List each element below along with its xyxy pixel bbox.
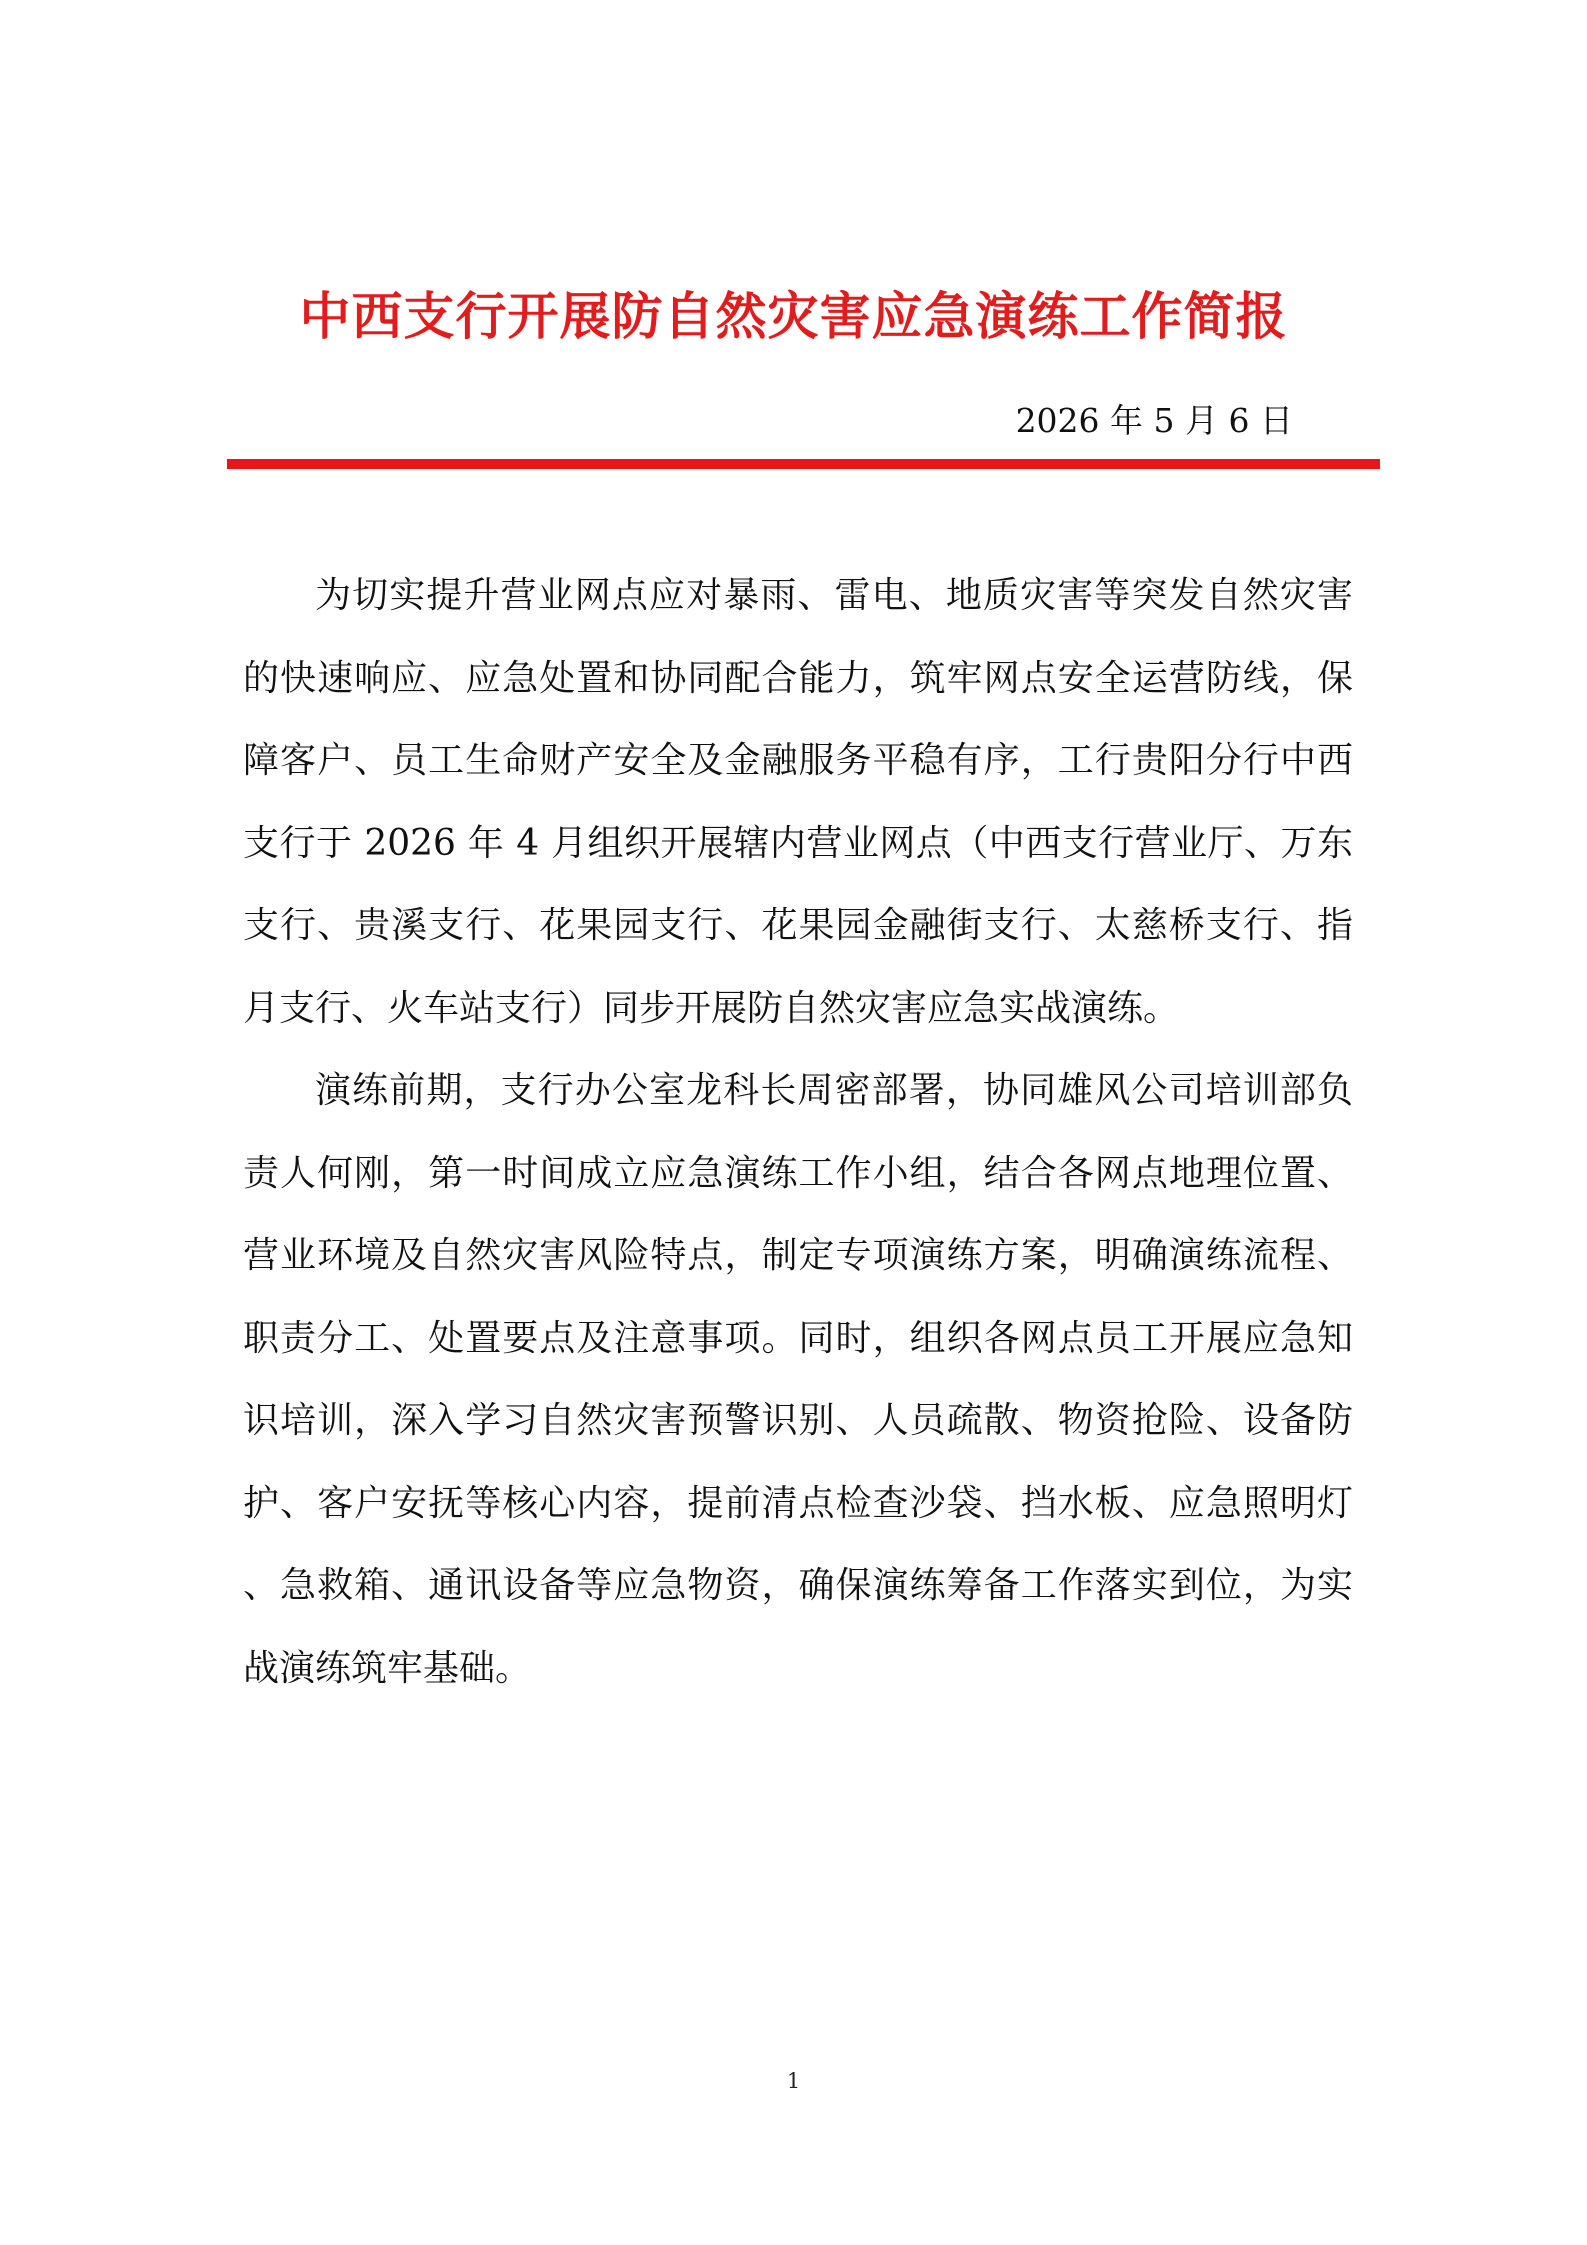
page-number: 1	[786, 2069, 801, 2093]
document-body	[243, 555, 1353, 1710]
document-date: 2026 年 5 月 6 日	[1015, 401, 1293, 440]
document-title: 中西支行开展防自然灾害应急演练工作简报	[299, 287, 1288, 348]
red-header-rule	[227, 459, 1380, 469]
paragraph-intro: 为切实提升营业网点应对暴雨、雷电、地质灾害等突发自然灾害的快速响应、应急处置和协同配合能力，筑牢网点安全运营防线，保障客户、员工生命财产安全及金融服务平稳有序，工行贵阳分行中西支行于 2026 年 4 月组织开展辖内营业网点（中西支行营业厅、万东支行、贵溪支行、花果园支行、花果园金融街支行、太慈桥支行、指月支行、火车站支行）同步开展防自然灾害应急实战演练。	[243, 575, 1353, 1029]
paragraph-preparation: 演练前期，支行办公室龙科长周密部署，协同雄风公司培训部负责人何刚，第一时间成立应急演练工作小组，结合各网点地理位置、营业环境及自然灾害风险特点，制定专项演练方案，明确演练流程、职责分工、处置要点及注意事项。同时，组织各网点员工开展应急知识培训，深入学习自然灾害预警识别、人员疏散、物资抢险、设备防护、客户安抚等核心内容，提前清点检查沙袋、挡水板、应急照明灯、急救箱、通讯设备等应急物资，确保演练筹备工作落实到位，为实战演练筑牢基础。	[243, 1070, 1353, 1689]
